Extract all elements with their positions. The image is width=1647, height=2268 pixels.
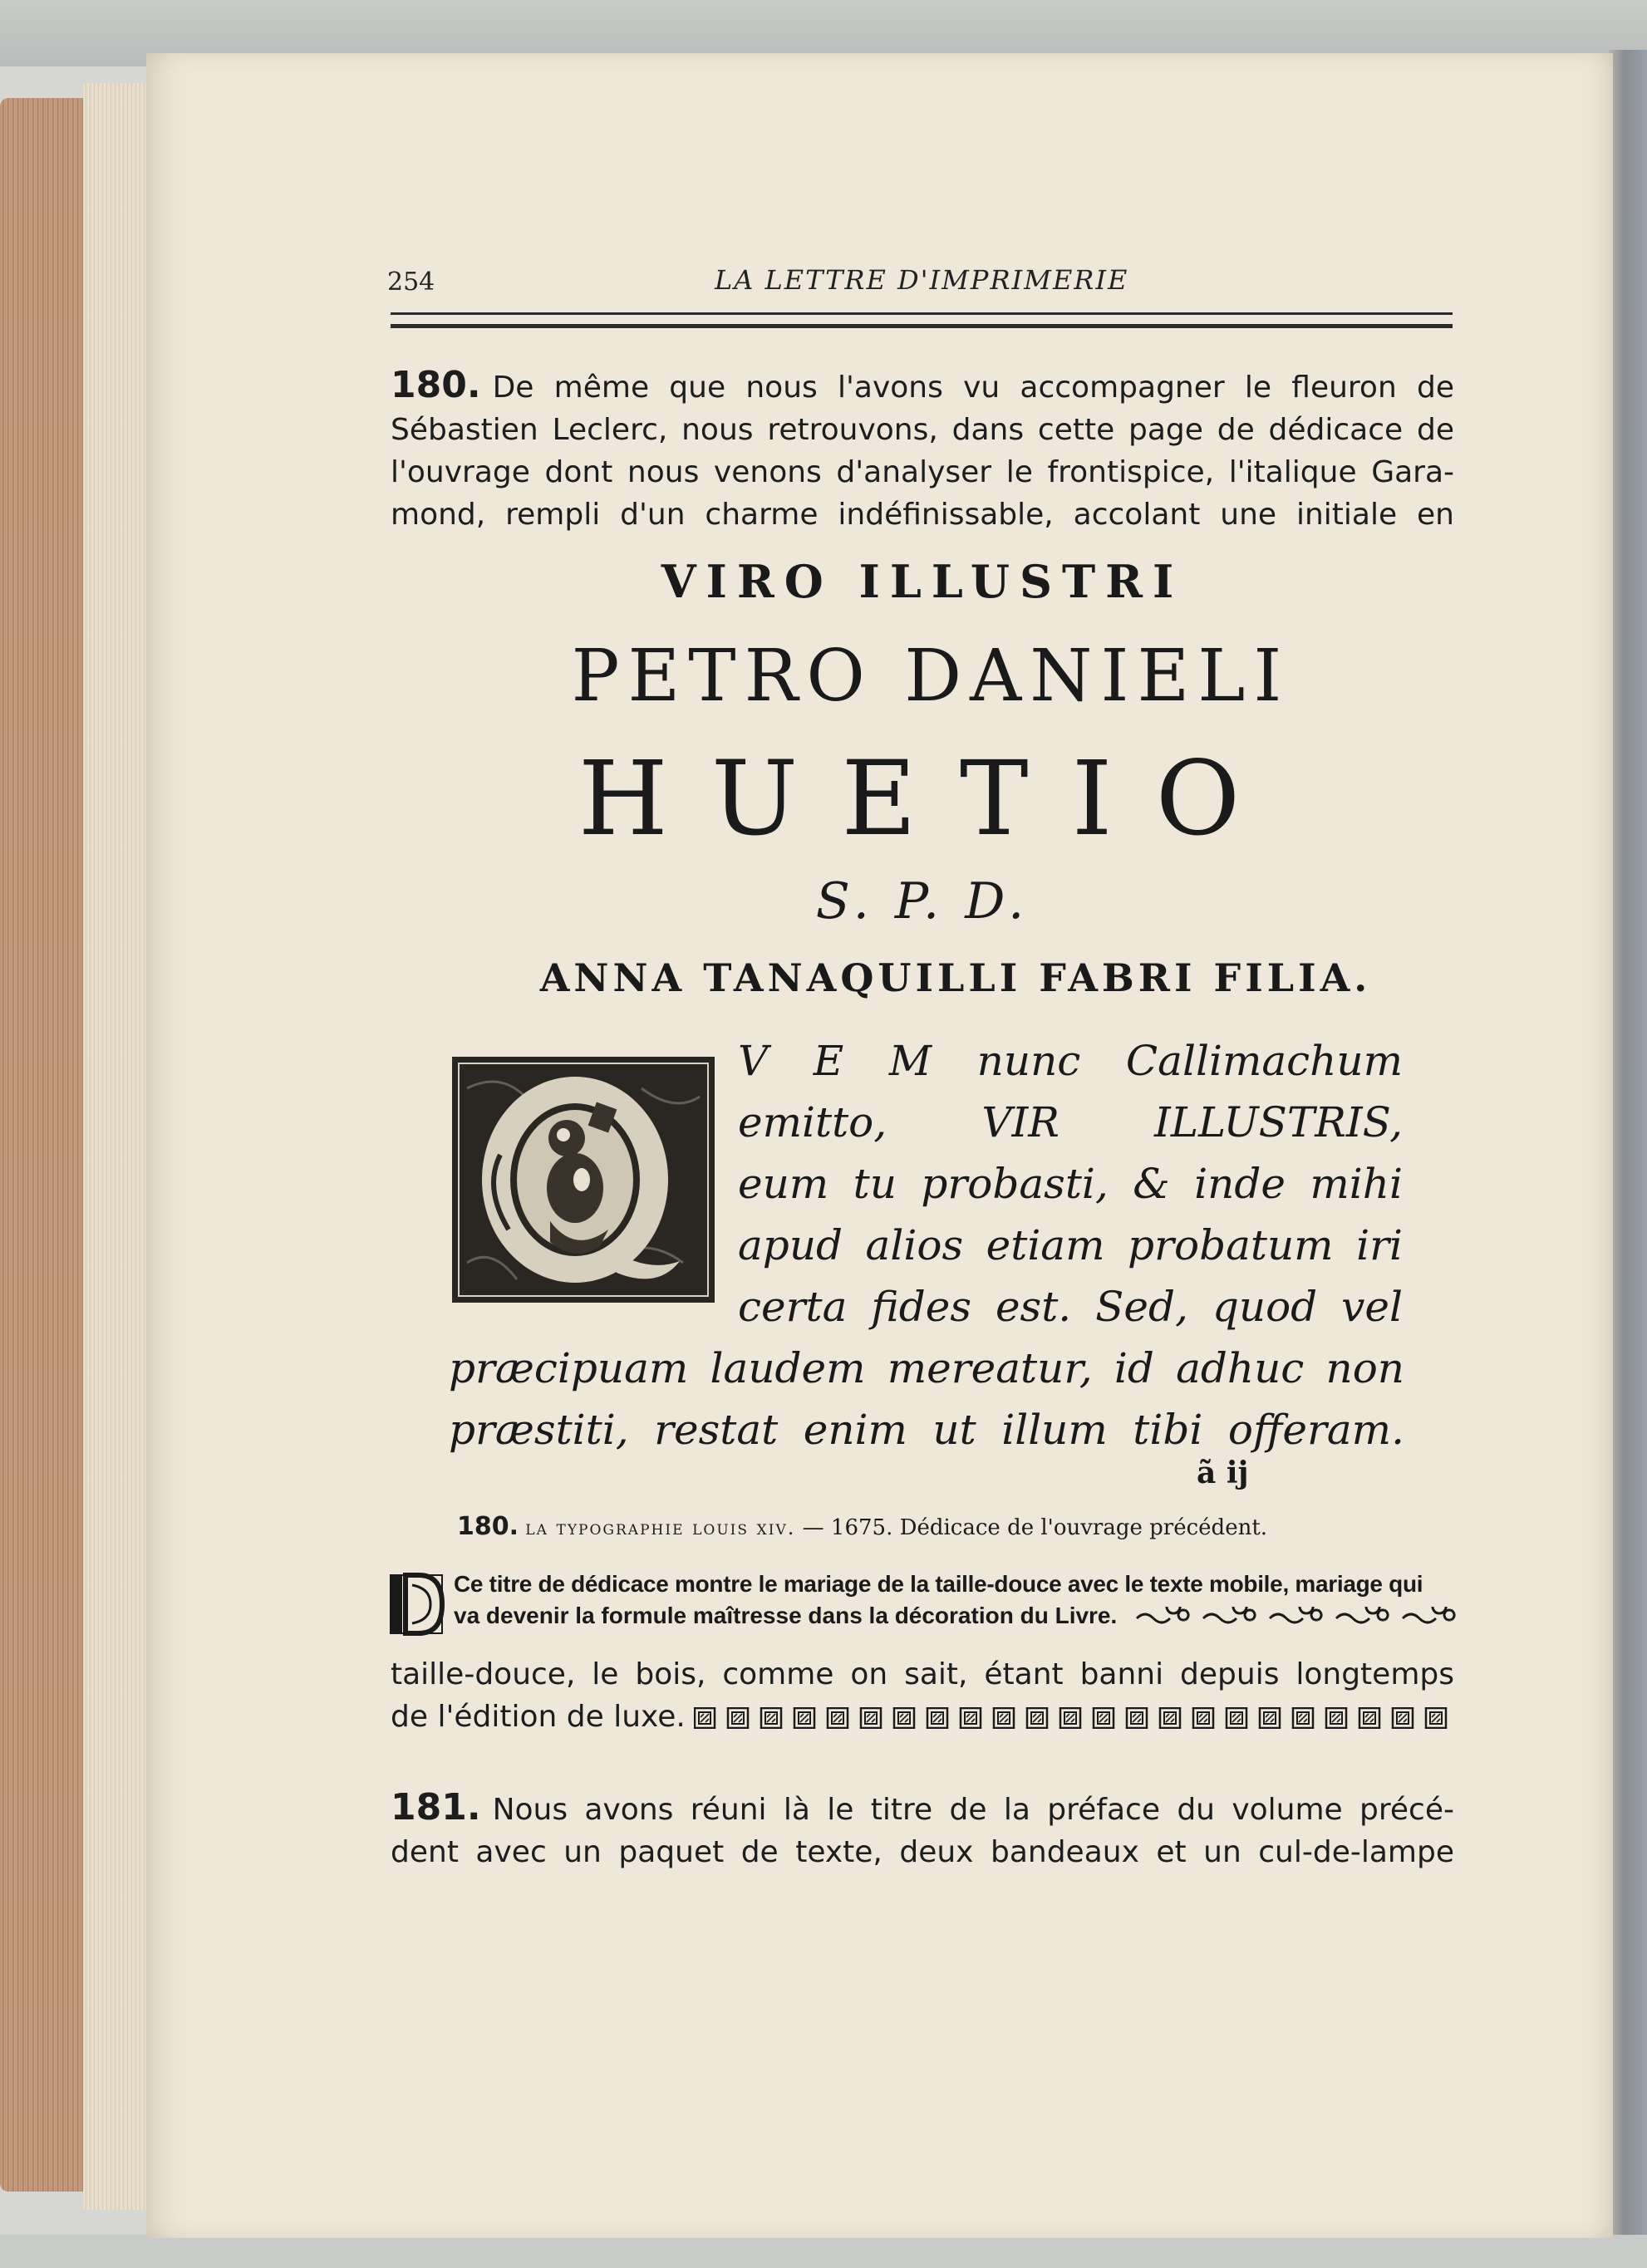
- square-fleuron-border-icon: [694, 1707, 1448, 1729]
- note-line: Ce titre de dédicace montre le mariage de la taille-douce avec le texte mobile, mariage qui: [454, 1571, 1423, 1597]
- italic-line: V E M nunc Callimachum: [738, 1037, 1403, 1085]
- note-text: va devenir la formule maîtresse dans la décoration du Livre.: [454, 1603, 1118, 1628]
- dedication-line-2: PETRO DANIELI: [571, 635, 1291, 718]
- paragraph-number: 180.: [391, 364, 481, 406]
- book-cover-bottom: [0, 2235, 1647, 2268]
- italic-line: apud alios etiam probatum iri: [738, 1221, 1403, 1269]
- paragraph-line: [391, 364, 1454, 409]
- figure-caption: [457, 1512, 1267, 1541]
- head-rule-thin: [391, 312, 1453, 315]
- paragraph-text: De même que nous l'avons vu accompagner le fleuron de: [492, 371, 1454, 405]
- caption-label: la typographie louis xiv.: [525, 1516, 796, 1539]
- italic-line: præstiti, restat enim ut illum tibi offeram.: [449, 1406, 1404, 1454]
- italic-line: præcipuam laudem mereatur, id adhuc non: [449, 1344, 1404, 1392]
- engraved-initial-q-image: [450, 1055, 716, 1304]
- dedication-line-4: S. P. D.: [815, 872, 1030, 930]
- dedication-line-1: VIRO ILLUSTRI: [661, 555, 1184, 608]
- italic-line: eum tu probasti, & inde mihi: [738, 1160, 1403, 1208]
- page-number: 254: [387, 268, 435, 297]
- note-line: [454, 1600, 1454, 1632]
- caption-number: 180.: [457, 1512, 519, 1541]
- paragraph-number: 181.: [391, 1786, 481, 1829]
- paragraph-line: taille-douce, le bois, comme on sait, étant banni depuis longtemps: [391, 1657, 1454, 1691]
- italic-line: emitto, VIR ILLUSTRIS,: [738, 1098, 1403, 1146]
- paragraph-line: [391, 1786, 1454, 1831]
- dedication-line-5: ANNA TANAQUILLI FABRI FILIA.: [539, 955, 1372, 1000]
- book-cover-right: [1609, 50, 1647, 2268]
- paragraph-180: [391, 364, 1454, 536]
- paragraph-continued: [391, 1653, 1454, 1738]
- caption-text: — 1675. Dédicace de l'ouvrage précédent.: [802, 1515, 1268, 1540]
- paragraph-line: dent avec un paquet de texte, deux bandeaux et un cul-de-lampe: [391, 1835, 1454, 1869]
- paragraph-line: l'ouvrage dont nous venons d'analyser le frontispice, l'italique Gara-: [391, 455, 1454, 489]
- paragraph-text: Nous avons réuni là le titre de la préface du volume précé-: [492, 1793, 1454, 1827]
- paragraph-line: mond, rempli d'un charme indéfinissable, accolant une initiale en: [391, 498, 1454, 532]
- ornamental-initial-d-icon: [387, 1572, 445, 1637]
- paragraph-line: Sébastien Leclerc, nous retrouvons, dans cette page de dédicace de: [391, 413, 1454, 447]
- dedication-text-full-width: [449, 1338, 1404, 1460]
- paragraph-181: [391, 1786, 1454, 1873]
- head-rule-thick: [391, 324, 1453, 328]
- signature-mark: ã ij: [1197, 1456, 1249, 1490]
- running-title: LA LETTRE D'IMPRIMERIE: [715, 264, 1129, 296]
- dedication-text-beside-initial: [738, 1030, 1403, 1338]
- vine-ornament-icon: [1133, 1607, 1458, 1628]
- italic-line: certa fides est. Sed, quod vel: [738, 1283, 1403, 1331]
- dedication-line-3: HUETIO: [578, 739, 1284, 859]
- paragraph-line: [391, 1696, 1454, 1738]
- paragraph-text: de l'édition de luxe.: [391, 1700, 686, 1734]
